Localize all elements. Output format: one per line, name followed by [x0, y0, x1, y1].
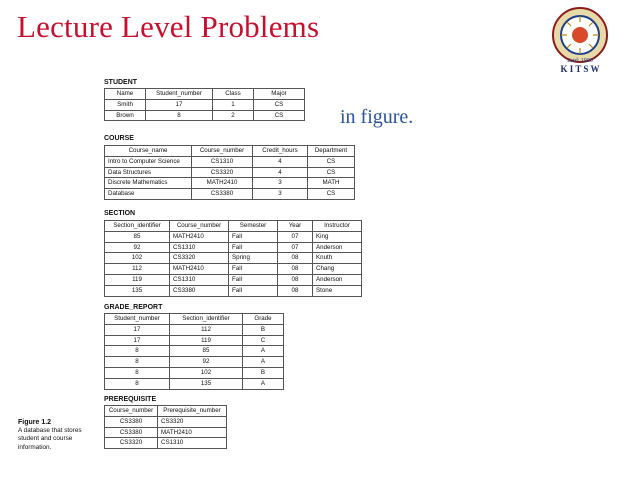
column-header: Course_number — [170, 221, 229, 232]
table-cell: 8 — [105, 357, 170, 368]
table-cell: 92 — [105, 242, 170, 253]
column-header: Class — [213, 89, 254, 100]
table-cell: B — [243, 324, 284, 335]
table-cell: MATH2410 — [192, 178, 253, 189]
table-row — [105, 427, 227, 438]
table-cell: Brown — [105, 110, 146, 121]
table-cell: 8 — [105, 367, 170, 378]
table-cell: Spring — [229, 253, 278, 264]
column-header: Section_identifier — [105, 221, 170, 232]
table-cell: Anderson — [313, 242, 362, 253]
column-header: Instructor — [313, 221, 362, 232]
table-row — [105, 346, 284, 357]
table-row — [105, 167, 355, 178]
table-cell: 135 — [105, 285, 170, 296]
table-cell: 112 — [170, 324, 243, 335]
table-header-row — [105, 221, 362, 232]
table-cell: CS — [308, 156, 355, 167]
table-cell: CS3320 — [105, 438, 158, 449]
table-cell: 8 — [105, 378, 170, 389]
course-table — [104, 145, 355, 200]
slide-title: Lecture Level Problems — [17, 9, 320, 44]
table-cell: 8 — [105, 346, 170, 357]
table-cell: Fall — [229, 231, 278, 242]
column-header: Year — [278, 221, 313, 232]
table-row — [105, 253, 362, 264]
table-header-row — [105, 406, 227, 417]
table-cell: MATH2410 — [158, 427, 227, 438]
table-cell: Smith — [105, 99, 146, 110]
table-row — [105, 285, 362, 296]
column-header: Credit_hours — [253, 146, 308, 157]
table-cell: 112 — [105, 264, 170, 275]
column-header: Name — [105, 89, 146, 100]
table-cell: CS3380 — [105, 416, 158, 427]
column-header: Student_number — [146, 89, 213, 100]
table-cell: MATH2410 — [170, 231, 229, 242]
table-cell: C — [243, 335, 284, 346]
table-cell: 2 — [213, 110, 254, 121]
table-cell: Chang — [313, 264, 362, 275]
table-cell: Fall — [229, 285, 278, 296]
table-cell: 08 — [278, 264, 313, 275]
column-header: Department — [308, 146, 355, 157]
overlay-text: in figure. — [340, 106, 414, 128]
table-row — [105, 416, 227, 427]
logo-name: K I T S W — [560, 64, 600, 74]
table-cell: CS3320 — [158, 416, 227, 427]
table-cell: CS3380 — [192, 189, 253, 200]
course-table-title: COURSE — [104, 135, 134, 142]
column-header: Course_number — [105, 406, 158, 417]
table-cell: 4 — [253, 167, 308, 178]
table-cell: CS — [308, 189, 355, 200]
table-cell: Fall — [229, 274, 278, 285]
table-cell: CS1310 — [192, 156, 253, 167]
table-cell: 4 — [253, 156, 308, 167]
table-cell: 3 — [253, 189, 308, 200]
table-row — [105, 178, 355, 189]
table-row — [105, 367, 284, 378]
table-cell: 102 — [170, 367, 243, 378]
column-header: Course_number — [192, 146, 253, 157]
table-cell: CS3320 — [192, 167, 253, 178]
section-table-title: SECTION — [104, 210, 136, 217]
table-header-row — [105, 314, 284, 325]
table-cell: A — [243, 357, 284, 368]
logo-established: Estd: 1980 — [567, 58, 593, 64]
prerequisite-table-title: PREREQUISITE — [104, 396, 157, 403]
table-cell: 07 — [278, 242, 313, 253]
table-cell: Data Structures — [105, 167, 192, 178]
table-row — [105, 110, 305, 121]
student-table — [104, 88, 305, 121]
table-cell: CS3320 — [170, 253, 229, 264]
column-header: Course_name — [105, 146, 192, 157]
table-cell: CS — [254, 110, 305, 121]
table-cell: 102 — [105, 253, 170, 264]
table-row — [105, 156, 355, 167]
caption-line: A database that stores — [18, 427, 82, 435]
table-cell: CS — [308, 167, 355, 178]
table-cell: CS3380 — [105, 427, 158, 438]
table-cell: 135 — [170, 378, 243, 389]
table-cell: Knuth — [313, 253, 362, 264]
table-row — [105, 324, 284, 335]
table-cell: Discrete Mathematics — [105, 178, 192, 189]
table-cell: 08 — [278, 253, 313, 264]
table-cell: A — [243, 378, 284, 389]
column-header: Grade — [243, 314, 284, 325]
table-cell: 08 — [278, 274, 313, 285]
table-row — [105, 274, 362, 285]
table-cell: 85 — [105, 231, 170, 242]
table-cell: 92 — [170, 357, 243, 368]
column-header: Major — [254, 89, 305, 100]
column-header: Section_identifier — [170, 314, 243, 325]
table-row — [105, 264, 362, 275]
section-table — [104, 220, 362, 297]
caption-line: student and course — [18, 435, 73, 443]
table-cell: 07 — [278, 231, 313, 242]
table-cell: B — [243, 367, 284, 378]
table-cell: 17 — [146, 99, 213, 110]
table-cell: 17 — [105, 324, 170, 335]
table-cell: CS — [254, 99, 305, 110]
table-row — [105, 189, 355, 200]
table-cell: CS1310 — [170, 274, 229, 285]
table-row — [105, 242, 362, 253]
table-cell: Database — [105, 189, 192, 200]
table-cell: A — [243, 346, 284, 357]
table-cell: Stone — [313, 285, 362, 296]
table-cell: 119 — [170, 335, 243, 346]
table-cell: CS3380 — [170, 285, 229, 296]
student-table-title: STUDENT — [104, 79, 138, 86]
table-cell: Fall — [229, 242, 278, 253]
table-header-row — [105, 146, 355, 157]
table-cell: MATH — [308, 178, 355, 189]
table-header-row — [105, 89, 305, 100]
institution-logo — [541, 6, 619, 74]
table-cell: 17 — [105, 335, 170, 346]
table-cell: MATH2410 — [170, 264, 229, 275]
table-cell: 1 — [213, 99, 254, 110]
table-cell: CS1310 — [158, 438, 227, 449]
figure-label: Figure 1.2 — [18, 419, 52, 426]
table-row — [105, 378, 284, 389]
column-header: Student_number — [105, 314, 170, 325]
table-cell: 8 — [146, 110, 213, 121]
table-cell: 3 — [253, 178, 308, 189]
table-cell: King — [313, 231, 362, 242]
table-cell: Intro to Computer Science — [105, 156, 192, 167]
table-cell: 08 — [278, 285, 313, 296]
table-cell: Fall — [229, 264, 278, 275]
figure-caption — [18, 419, 82, 452]
grade-report-table — [104, 313, 284, 390]
table-row — [105, 335, 284, 346]
table-cell: 85 — [170, 346, 243, 357]
table-row — [105, 231, 362, 242]
prerequisite-table — [104, 405, 227, 449]
table-row — [105, 438, 227, 449]
column-header: Prerequisite_number — [158, 406, 227, 417]
table-cell: Anderson — [313, 274, 362, 285]
column-header: Semester — [229, 221, 278, 232]
grade-report-table-title: GRADE_REPORT — [104, 304, 163, 311]
table-row — [105, 357, 284, 368]
table-row — [105, 99, 305, 110]
table-cell: CS1310 — [170, 242, 229, 253]
table-cell: 119 — [105, 274, 170, 285]
caption-line: information. — [18, 443, 52, 451]
